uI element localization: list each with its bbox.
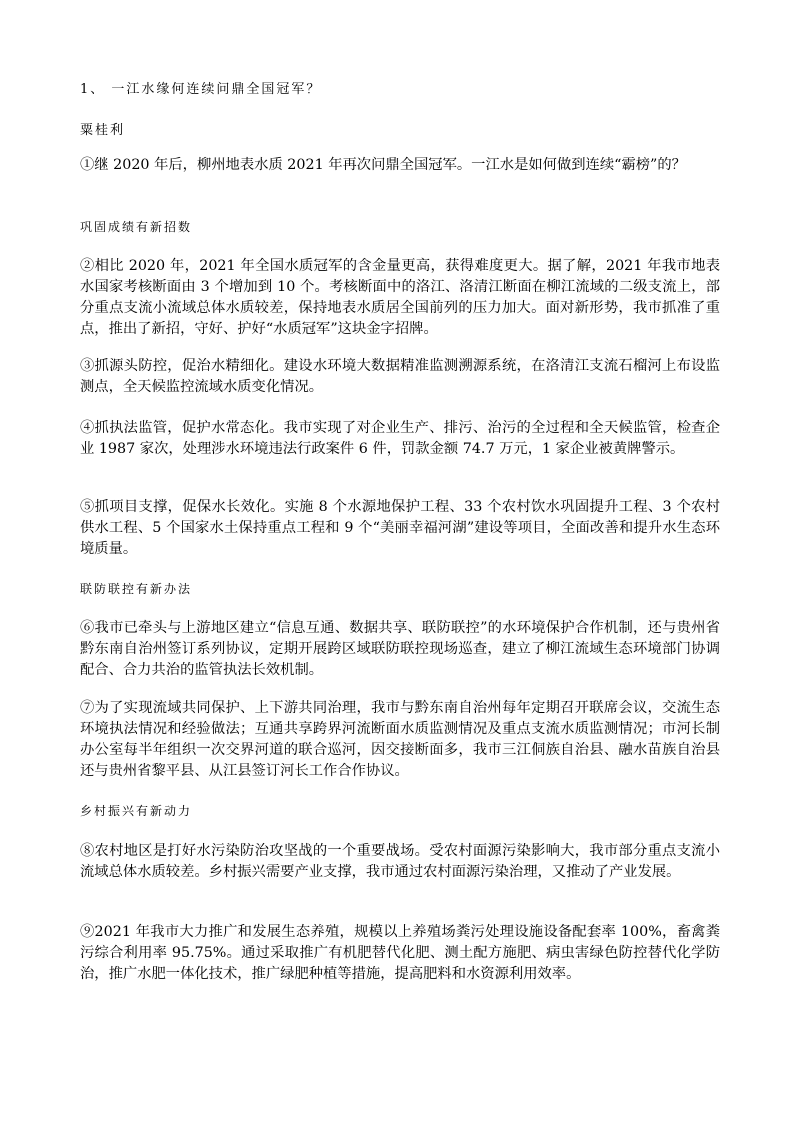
section-heading-2: 联防联控有新办法 [80, 582, 193, 596]
section-heading-1: 巩固成绩有新招数 [80, 220, 193, 234]
paragraph-5: ⑤抓项目支撑，促保水长效化。实施 8 个水源地保护工程、33 个农村饮水巩固提升工程、3 个农村供水工程、5 个国家水土保持重点工程和 9 个“美丽幸福河湖”建设等项目，全面改善和提升水生态环境质量。 [80, 499, 720, 557]
article-author: 粟桂利 [80, 123, 126, 138]
paragraph-7: ⑦为了实现流域共同保护、上下游共同治理，我市与黔东南自治州每年定期召开联席会议，交流生态环境执法情况和经验做法；互通共享跨界河流断面水质监测情况及重点支流水质监测情况；市河长制办公室每半年组织一次交界河道的联合巡河，因交接断面多，我市三江侗族自治县、融水苗族自治县还与贵州省黎平县、从江县签订河长工作合作协议。 [80, 700, 720, 779]
paragraph-6: ⑥我市已牵头与上游地区建立“信息互通、数据共享、联防联控”的水环境保护合作机制，还与贵州省黔东南自治州签订系列协议，定期开展跨区域联防联控现场巡查，建立了柳江流域生态环境部门协调配合、合力共治的监管执法长效机制。 [80, 620, 720, 678]
paragraph-3: ③抓源头防控，促治水精细化。建设水环境大数据精准监测溯源系统，在洛清江支流石榴河上布设监测点，全天候监控流域水质变化情况。 [80, 358, 720, 395]
section-heading-3: 乡村振兴有新动力 [80, 804, 193, 818]
paragraph-9: ⑨2021 年我市大力推广和发展生态养殖，规模以上养殖场粪污处理设施设备配套率 100%，畜禽粪污综合利用率 95.75%。通过采取推广有机肥替代化肥、测土配方施肥、病虫害绿色防控替代化学防治，推广水肥一体化技术，推广绿肥种植等措施，提高肥料和水资源利用效率。 [80, 924, 720, 982]
paragraph-4: ④抓执法监管，促护水常态化。我市实现了对企业生产、排污、治污的全过程和全天候监管，检查企业 1987 家次，处理涉水环境违法行政案件 6 件，罚款金额 74.7 万元，1 家企业被黄牌警示。 [80, 420, 720, 457]
paragraph-8: ⑧农村地区是打好水污染防治攻坚战的一个重要战场。受农村面源污染影响大，我市部分重点支流小流域总体水质较差。乡村振兴需要产业支撑，我市通过农村面源污染治理，又推动了产业发展。 [80, 843, 720, 880]
article-title: 1、 一江水缘何连续问鼎全国冠军？ [80, 82, 322, 97]
paragraph-1: ①继 2020 年后，柳州地表水质 2021 年再次问鼎全国冠军。一江水是如何做到连续“霸榜”的？ [80, 157, 686, 173]
paragraph-2: ②相比 2020 年，2021 年全国水质冠军的含金量更高，获得难度更大。据了解，2021 年我市地表水国家考核断面由 3 个增加到 10 个。考核断面中的洛江、洛清江断面在柳江流域的二级支流上，部分重点支流小流域总体水质较差，保持地表水质居全国前列的压力加大。面对新形势，我市抓准了重点，推出了新招，守好、护好“水质冠军”这块金字招牌。 [80, 258, 720, 337]
